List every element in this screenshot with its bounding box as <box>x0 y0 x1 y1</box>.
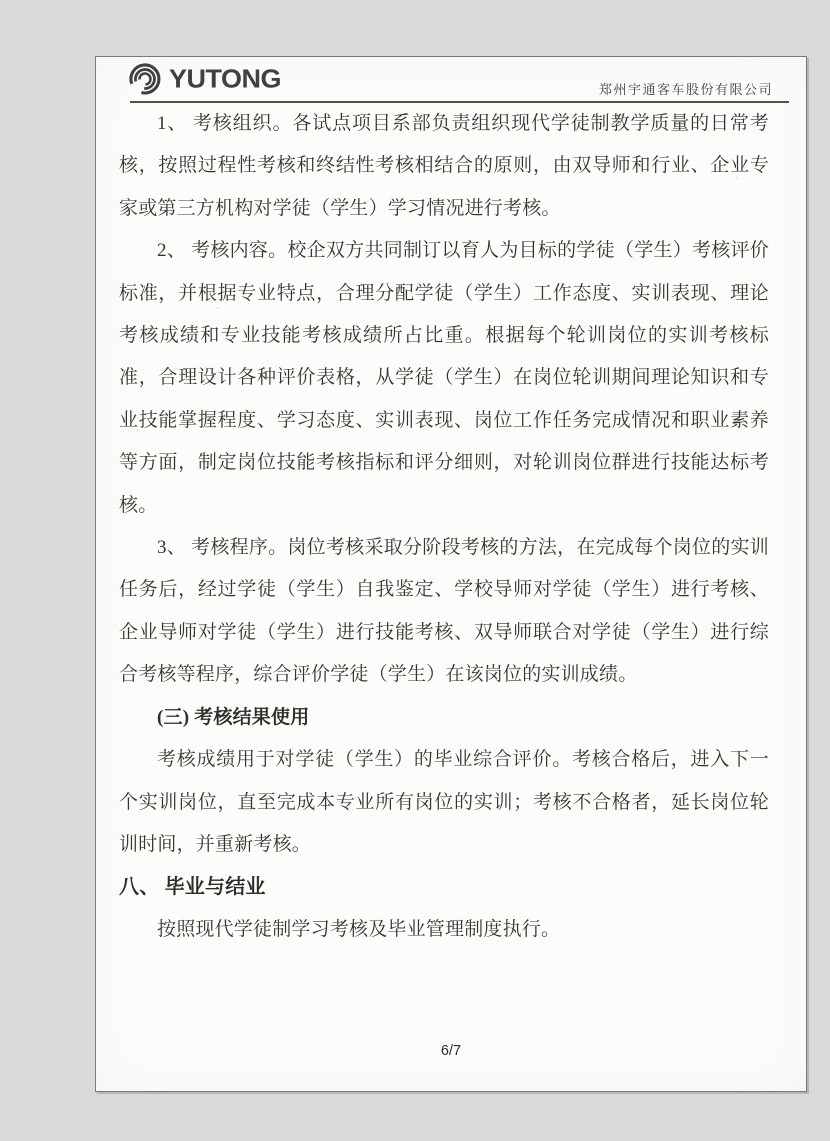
paragraph: 考核成绩用于对学徒（学生）的毕业综合评价。考核合格后，进入下一个实训岗位，直至完成本专业所有岗位的实训；考核不合格者，延长岗位轮训时间，并重新考核。 <box>119 749 769 855</box>
document-page <box>95 56 807 1092</box>
paragraph: 1、 考核组织。各试点项目系部负责组织现代学徒制教学质量的日常考核，按照过程性考核和终结性考核相结合的原则，由双导师和行业、企业专家或第三方机构对学徒（学生）学习情况进行考核。 <box>119 113 769 219</box>
scan-speck <box>396 927 399 929</box>
document-body <box>119 103 769 951</box>
yutong-arcs-icon <box>124 60 166 98</box>
logo-wordmark: YUTONG <box>169 64 282 93</box>
scan-speck <box>216 307 219 309</box>
sub-heading: (三) 考核结果使用 <box>157 706 310 728</box>
company-name: 郑州宇通客车股份有限公司 <box>598 82 773 97</box>
page-number: 6/7 <box>440 1043 462 1059</box>
paragraph: 2、 考核内容。校企双方共同制订以育人为目标的学徒（学生）考核评价标准，并根据专业特点，合理分配学徒（学生）工作态度、实训表现、理论考核成绩和专业技能考核成绩所占比重。根据每个轮训岗位的实训考核标准，合理设计各种评价表格，从学徒（学生）在岗位轮训期间理论知识和专业技能掌握程度、学习态度、实训表现、岗位工作任务完成情况和职业素养等方面，制定岗位技能考核指标和评分细则，对轮训岗位群进行技能达标考核。 <box>119 240 769 516</box>
yutong-logo <box>124 60 281 98</box>
scan-speck <box>736 177 738 179</box>
section-heading: 八、 毕业与结业 <box>119 876 266 899</box>
paragraph: 按照现代学徒制学习考核及毕业管理制度执行。 <box>157 918 561 940</box>
document-header <box>130 63 789 101</box>
paragraph: 3、 考核程序。岗位考核采取分阶段考核的方法，在完成每个岗位的实训任务后，经过学徒（学生）自我鉴定、学校导师对学徒（学生）进行考核、企业导师对学徒（学生）进行技能考核、双导师联合对学徒（学生）进行综合考核等程序，综合评价学徒（学生）在该岗位的实训成绩。 <box>119 537 769 686</box>
header-rule <box>130 101 789 103</box>
